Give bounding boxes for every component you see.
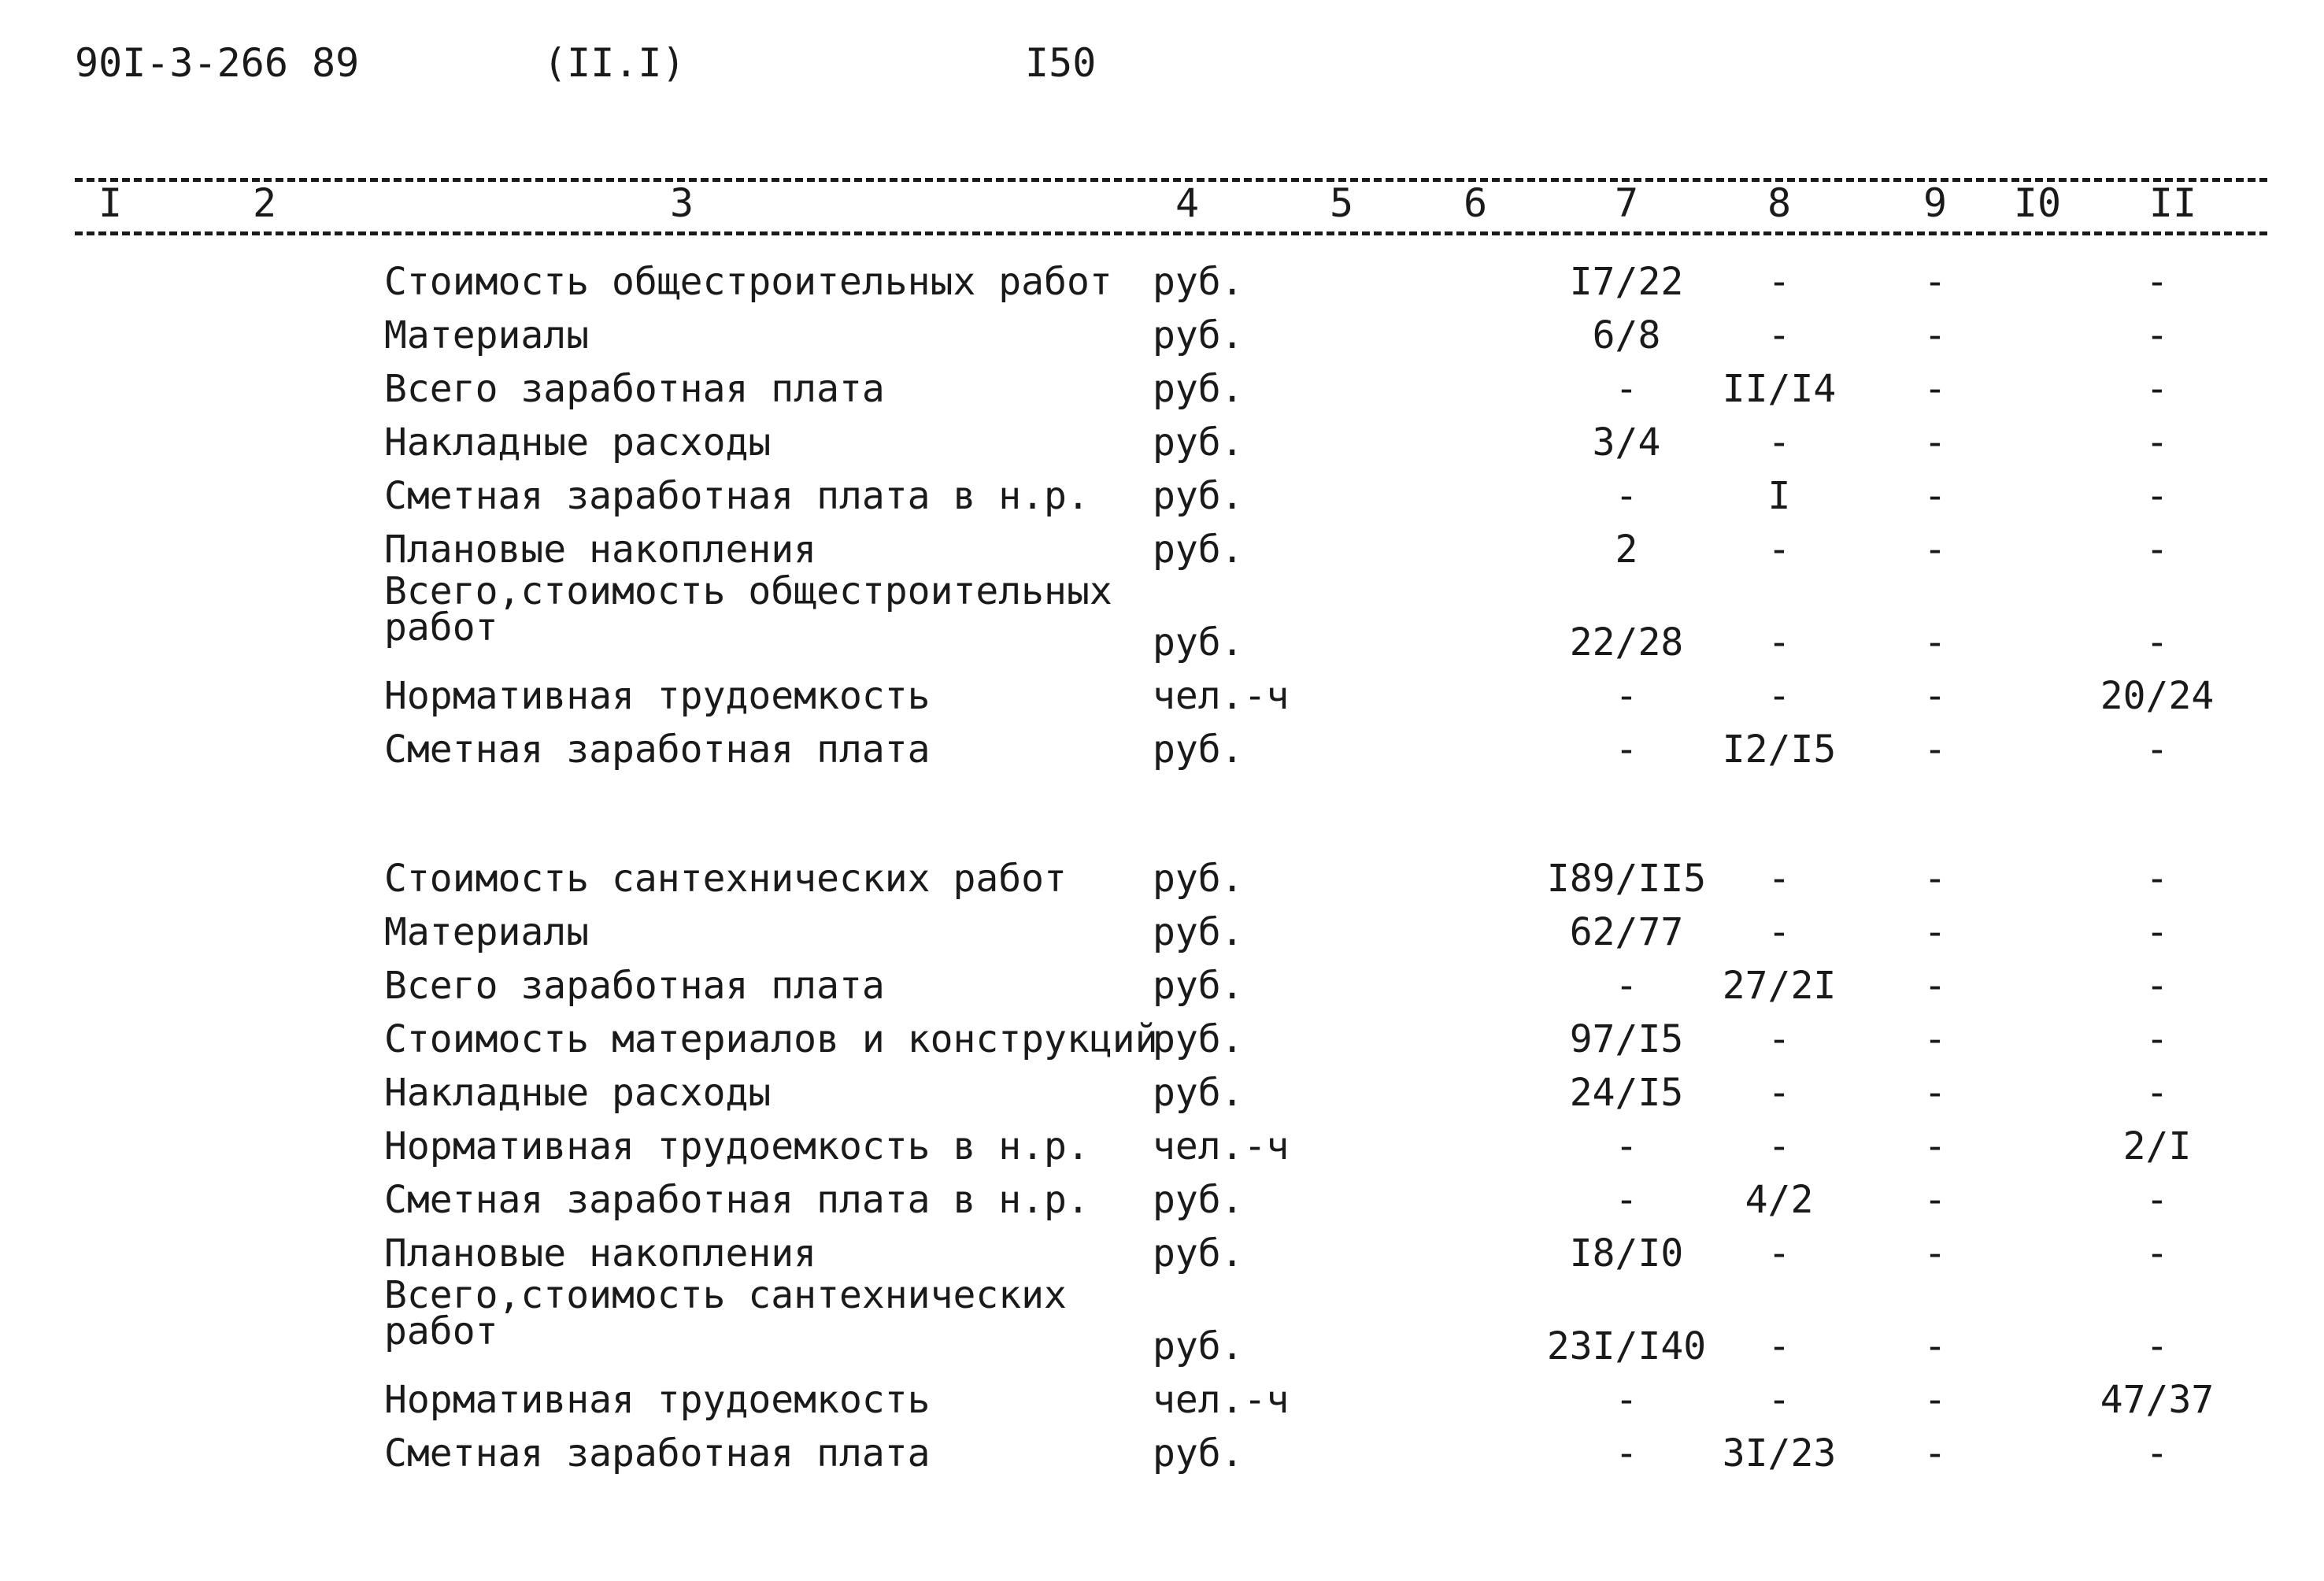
row-item-name: Всего,стоимость сантехнических работ [384, 1273, 1067, 1353]
row-value-col11: - [2145, 1071, 2169, 1115]
row-value-col7: 62/77 [1569, 910, 1684, 954]
column-number-11: II [2148, 180, 2197, 226]
row-item-name: Нормативная трудоемкость [384, 674, 931, 718]
row-value-col11: - [2145, 474, 2169, 518]
table-row [0, 1016, 2324, 1063]
table-row [0, 526, 2324, 573]
row-value-col8: - [1767, 1324, 1791, 1368]
row-unit: руб. [1153, 728, 1244, 772]
table-row [0, 1230, 2324, 1277]
row-unit: руб. [1153, 420, 1244, 465]
row-item-name: Нормативная трудоемкость [384, 1378, 931, 1422]
table-row [0, 258, 2324, 305]
row-value-col11: - [2145, 1017, 2169, 1061]
row-item-name: Накладные расходы [384, 1071, 772, 1115]
column-number-2: 2 [252, 180, 277, 226]
row-value-col8: I2/I5 [1722, 728, 1837, 772]
row-value-col11: - [2145, 528, 2169, 572]
row-value-col8: - [1767, 1124, 1791, 1168]
row-unit: руб. [1153, 1324, 1244, 1368]
row-value-col9: - [1923, 1178, 1947, 1222]
row-item-name: Стоимость сантехнических работ [384, 857, 1067, 901]
column-number-6: 6 [1463, 180, 1488, 226]
row-value-col9: - [1923, 620, 1947, 665]
row-value-col7: - [1615, 1124, 1638, 1168]
row-unit: руб. [1153, 367, 1244, 411]
row-value-col9: - [1923, 1378, 1947, 1422]
row-value-col7: 22/28 [1569, 620, 1684, 665]
row-unit: чел.-ч [1153, 1378, 1290, 1422]
row-unit: руб. [1153, 1017, 1244, 1061]
row-value-col9: - [1923, 1231, 1947, 1276]
row-value-col11: - [2145, 620, 2169, 665]
row-value-col9: - [1923, 1071, 1947, 1115]
table-row [0, 312, 2324, 359]
row-value-col9: - [1923, 367, 1947, 411]
row-value-col9: - [1923, 910, 1947, 954]
table-row [0, 962, 2324, 1009]
row-value-col9: - [1923, 728, 1947, 772]
row-unit: руб. [1153, 1431, 1244, 1475]
row-value-col7: - [1615, 1178, 1638, 1222]
table-row [0, 419, 2324, 466]
row-value-col8: - [1767, 1378, 1791, 1422]
row-value-col7: - [1615, 728, 1638, 772]
row-value-col9: - [1923, 260, 1947, 304]
row-item-name: Всего заработная плата [384, 964, 885, 1008]
row-value-col7: 97/I5 [1569, 1017, 1684, 1061]
table-row [0, 1123, 2324, 1170]
table-row [0, 472, 2324, 520]
row-value-col11: - [2145, 367, 2169, 411]
document-code: 90I-3-266 89 [75, 40, 360, 86]
row-value-col11: - [2145, 260, 2169, 304]
table-row [0, 1069, 2324, 1116]
row-value-col7: 3/4 [1592, 420, 1661, 465]
table-row [0, 855, 2324, 902]
column-number-8: 8 [1767, 180, 1792, 226]
row-item-name: Плановые накопления [384, 528, 817, 572]
row-value-col8: - [1767, 1017, 1791, 1061]
row-value-col11: - [2145, 1431, 2169, 1475]
row-value-col7: - [1615, 964, 1638, 1008]
row-value-col7: 23I/I40 [1546, 1324, 1707, 1368]
row-value-col9: - [1923, 1124, 1947, 1168]
row-unit: чел.-ч [1153, 674, 1290, 718]
row-unit: руб. [1153, 1178, 1244, 1222]
row-value-col11: - [2145, 313, 2169, 357]
row-value-col7: I89/II5 [1546, 857, 1707, 901]
row-value-col9: - [1923, 474, 1947, 518]
row-value-col8: 27/2I [1722, 964, 1837, 1008]
table-row [0, 1376, 2324, 1424]
row-unit: руб. [1153, 1071, 1244, 1115]
row-item-name: Плановые накопления [384, 1231, 817, 1276]
row-unit: руб. [1153, 528, 1244, 572]
row-value-col9: - [1923, 420, 1947, 465]
row-item-name: Сметная заработная плата [384, 1431, 931, 1475]
row-item-name: Материалы [384, 910, 590, 954]
table-row [0, 1430, 2324, 1477]
row-value-col8: - [1767, 857, 1791, 901]
row-item-name: Сметная заработная плата в н.р. [384, 1178, 1090, 1222]
row-item-name: Сметная заработная плата в н.р. [384, 474, 1090, 518]
row-value-col7: 2 [1615, 528, 1638, 572]
row-value-col7: 6/8 [1592, 313, 1661, 357]
row-value-col8: - [1767, 420, 1791, 465]
row-value-col7: - [1615, 367, 1638, 411]
row-value-col11: - [2145, 964, 2169, 1008]
row-value-col9: - [1923, 674, 1947, 718]
row-unit: руб. [1153, 964, 1244, 1008]
row-value-col11: 2/I [2122, 1124, 2192, 1168]
row-value-col11: - [2145, 857, 2169, 901]
row-value-col11: - [2145, 910, 2169, 954]
row-unit: руб. [1153, 910, 1244, 954]
row-value-col8: - [1767, 1071, 1791, 1115]
row-unit: руб. [1153, 857, 1244, 901]
row-value-col8: - [1767, 1231, 1791, 1276]
row-item-name: Накладные расходы [384, 420, 772, 465]
row-unit: руб. [1153, 260, 1244, 304]
row-item-name: Стоимость общестроительных работ [384, 260, 1112, 304]
row-value-col9: - [1923, 857, 1947, 901]
table-row [0, 1176, 2324, 1224]
row-value-col11: - [2145, 1178, 2169, 1222]
row-unit: руб. [1153, 1231, 1244, 1276]
table-row [0, 672, 2324, 720]
row-value-col7: I8/I0 [1569, 1231, 1684, 1276]
page-number: I50 [1025, 40, 1097, 86]
row-item-name: Нормативная трудоемкость в н.р. [384, 1124, 1090, 1168]
column-number-7: 7 [1614, 180, 1639, 226]
row-value-col8: 4/2 [1745, 1178, 1814, 1222]
row-value-col9: - [1923, 1017, 1947, 1061]
row-value-col8: 3I/23 [1722, 1431, 1837, 1475]
row-value-col7: - [1615, 1431, 1638, 1475]
row-unit: руб. [1153, 313, 1244, 357]
column-number-3: 3 [669, 180, 694, 226]
column-number-9: 9 [1922, 180, 1948, 226]
column-number-10: I0 [2013, 180, 2062, 226]
row-value-col7: - [1615, 474, 1638, 518]
table-row [0, 1273, 2324, 1370]
row-item-name: Всего заработная плата [384, 367, 885, 411]
row-unit: руб. [1153, 474, 1244, 518]
row-value-col7: I7/22 [1569, 260, 1684, 304]
row-value-col7: 24/I5 [1569, 1071, 1684, 1115]
column-number-4: 4 [1175, 180, 1200, 226]
row-value-col9: - [1923, 528, 1947, 572]
row-value-col9: - [1923, 313, 1947, 357]
table-row [0, 909, 2324, 956]
row-value-col11: 47/37 [2100, 1378, 2215, 1422]
table-row [0, 365, 2324, 413]
row-value-col11: 20/24 [2100, 674, 2215, 718]
row-unit: чел.-ч [1153, 1124, 1290, 1168]
row-value-col8: - [1767, 528, 1791, 572]
row-value-col7: - [1615, 1378, 1638, 1422]
row-value-col8: - [1767, 260, 1791, 304]
row-value-col8: - [1767, 313, 1791, 357]
row-unit: руб. [1153, 620, 1244, 665]
row-value-col11: - [2145, 1231, 2169, 1276]
row-value-col9: - [1923, 1431, 1947, 1475]
row-value-col11: - [2145, 728, 2169, 772]
row-value-col8: - [1767, 620, 1791, 665]
row-value-col7: - [1615, 674, 1638, 718]
table-row [0, 569, 2324, 666]
row-value-col11: - [2145, 420, 2169, 465]
row-value-col8: - [1767, 910, 1791, 954]
column-number-5: 5 [1329, 180, 1354, 226]
row-item-name: Всего,стоимость общестроительных работ [384, 569, 1112, 650]
row-item-name: Стоимость материалов и конструкций [384, 1017, 1158, 1061]
row-value-col8: I [1767, 474, 1791, 518]
row-item-name: Материалы [384, 313, 590, 357]
section-number: (II.I) [543, 40, 686, 86]
row-item-name: Сметная заработная плата [384, 728, 931, 772]
table-row [0, 726, 2324, 773]
row-value-col8: II/I4 [1722, 367, 1837, 411]
column-number-1: I [98, 180, 123, 226]
row-value-col9: - [1923, 964, 1947, 1008]
row-value-col9: - [1923, 1324, 1947, 1368]
row-value-col11: - [2145, 1324, 2169, 1368]
row-value-col8: - [1767, 674, 1791, 718]
